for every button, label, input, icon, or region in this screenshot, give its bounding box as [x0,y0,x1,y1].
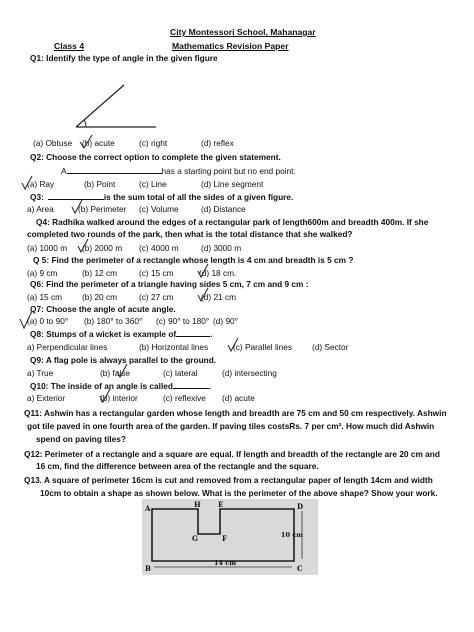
q1-option-c: (c) right [139,138,168,148]
vertex-label-d: D [297,502,304,511]
angle-figure [66,75,161,135]
q11-line-3: spend on paving tiles? [36,434,126,444]
q4-line-1: Q4: Radhika walked around the edges of a rectangular park of length600m and breadth 400m. If she [36,217,429,227]
length-label: 14 cm [214,559,237,567]
q10-text: Q10: The inside of an angle is called . [30,381,212,391]
q5-option-d: (d) 18 cm. [199,268,237,278]
q8-option-b: (b) Horizontal lines [139,342,209,352]
tick-mark-icon [18,310,34,330]
vertex-label-c: C [297,564,303,573]
vertex-label-g: G [192,534,198,543]
q6-option-a: (a) 15 cm [27,292,63,302]
q6-option-c: (c) 27 cm [139,292,174,302]
tick-mark-icon [70,199,84,215]
q12-line-2: 16 cm, find the difference between area of the rectangle and the square. [36,461,319,471]
q10-option-a: a) Exterior [27,393,66,403]
q4-option-c: (c) 4000 m [139,243,179,253]
q5-option-a: (a) 9 cm [27,268,58,278]
q9-option-c: (c) lateral [163,368,198,378]
q6-option-d: (d) 21 cm [201,292,237,302]
q1-option-d: (d) reflex [201,138,234,148]
q7-option-d: (d) 90° [213,316,238,326]
paper-title: Mathematics Revision Paper [172,41,289,51]
vertex-label-a: A [145,504,151,513]
q8-text: Q8: Stumps of a wicket is example of . [30,329,213,339]
q9-text: Q9: A flag pole is always parallel to the ground. [30,355,217,365]
q7-option-c: (c) 90° to 180° [156,316,210,326]
vertex-label-e: E [218,500,224,509]
q5-option-c: (c) 15 cm [139,268,174,278]
width-label: 10 cm [280,531,304,539]
tick-mark-icon [78,134,94,150]
q8-option-c: (c) Parallel lines [233,342,293,352]
q3-label: Q3: [30,192,44,202]
tick-mark-icon [196,287,210,303]
q4-option-a: (a) 1000 m [27,243,68,253]
q10-option-b: (b) interior [100,393,138,403]
tick-mark-icon [20,175,34,191]
tick-mark-icon [115,363,129,379]
q2-option-a: (a) Ray [27,179,55,189]
q2-option-b: (b) Point [84,179,116,189]
q9-option-a: a) True [27,368,54,378]
q13-line-1: Q13. A square of perimeter 16cm is cut and removed from a rectangular paper of length 14cm and width [24,475,433,485]
q2-option-d: (d) Line segment [201,179,264,189]
q4-line-2: completed two rounds of the park, then what is the total distance that she walked? [27,229,353,239]
q5-text: Q 5: Find the perimeter of a rectangle whose length is 4 cm and breadth is 5 cm ? [33,255,354,265]
vertex-label-b: B [145,564,151,573]
q7-text: Q7: Choose the angle of acute angle. [30,304,176,314]
vertex-label-f: F [222,534,227,543]
q2-statement-pre: A [61,166,67,176]
cutout-shape-figure [142,499,318,575]
q6-option-b: (b) 20 cm [82,292,118,302]
class-label: Class 4 [54,41,85,51]
q5-option-b: (b) 12 cm [82,268,118,278]
q3-text-post: is the sum total of all the sides of a given figure. [103,192,294,202]
q10-option-d: (d) acute [222,393,255,403]
q13-line-2: 10cm to obtain a shape as shown below. What is the perimeter of the above shape? Show your work. [40,488,438,498]
tick-mark-icon [76,238,90,254]
q8-option-d: (d) Sector [312,342,349,352]
q2-statement [61,166,296,175]
vertex-label-h: H [194,500,201,509]
q10-text-main: Q10: The inside of an angle is called [30,381,173,391]
q2-statement-post: has a starting point but no end point. [161,166,296,176]
q11-line-2: got tile paved in one fourth area of the garden. If paving tiles costsRs. 7 per cm². How much did Ashwin [27,421,435,431]
q2-blank [67,166,162,174]
q1-option-b: (b) acute [82,138,115,148]
q11-line-1: Q11: Ashwin has a rectangular garden whose length and breadth are 75 cm and 50 cm respectively. Ashwin [24,408,447,418]
q6-text: Q6: Find the perimeter of a triangle having sides 5 cm, 7 cm and 9 cm : [30,279,309,289]
q8-text-main: Q8: Stumps of a wicket is example of [30,329,177,339]
q10-option-c: (c) reflexive [163,393,206,403]
q9-option-b: (b) false [100,368,130,378]
q2-text: Q2: Choose the correct option to complete the given statement. [30,152,281,162]
tick-mark-icon [98,388,112,404]
tick-mark-icon [196,263,210,279]
q9-option-d: (d) intersecting [222,368,277,378]
q2-option-c: (c) Line [139,179,167,189]
q3-option-d: (d) Distance [201,204,246,214]
q4-option-b: (b) 2000 m [82,243,123,253]
q3-option-b: (b) Perimeter [78,204,127,214]
tick-mark-icon [226,337,240,353]
q12-line-1: Q12: Perimeter of a rectangle and a square are equal. If length and breadth of the rectangle are 20 cm and [24,449,440,459]
q8-option-a: a) Perpendicular lines [27,342,108,352]
school-name: City Montessori School, Mahanagar [170,27,316,37]
q8-blank [176,329,210,337]
q3-option-a: a) Area [27,204,54,214]
q10-blank [173,381,209,389]
q3-option-c: (c) Volume [139,204,179,214]
q7-option-b: (b) 180° to 360° [84,316,143,326]
q4-option-d: (d) 3000 m [201,243,242,253]
q7-option-a: (a) 0 to 90° [27,316,69,326]
q1-option-a: (a) Obtuse [33,138,73,148]
q1-text: Q1: Identify the type of angle in the given figure [30,53,218,63]
